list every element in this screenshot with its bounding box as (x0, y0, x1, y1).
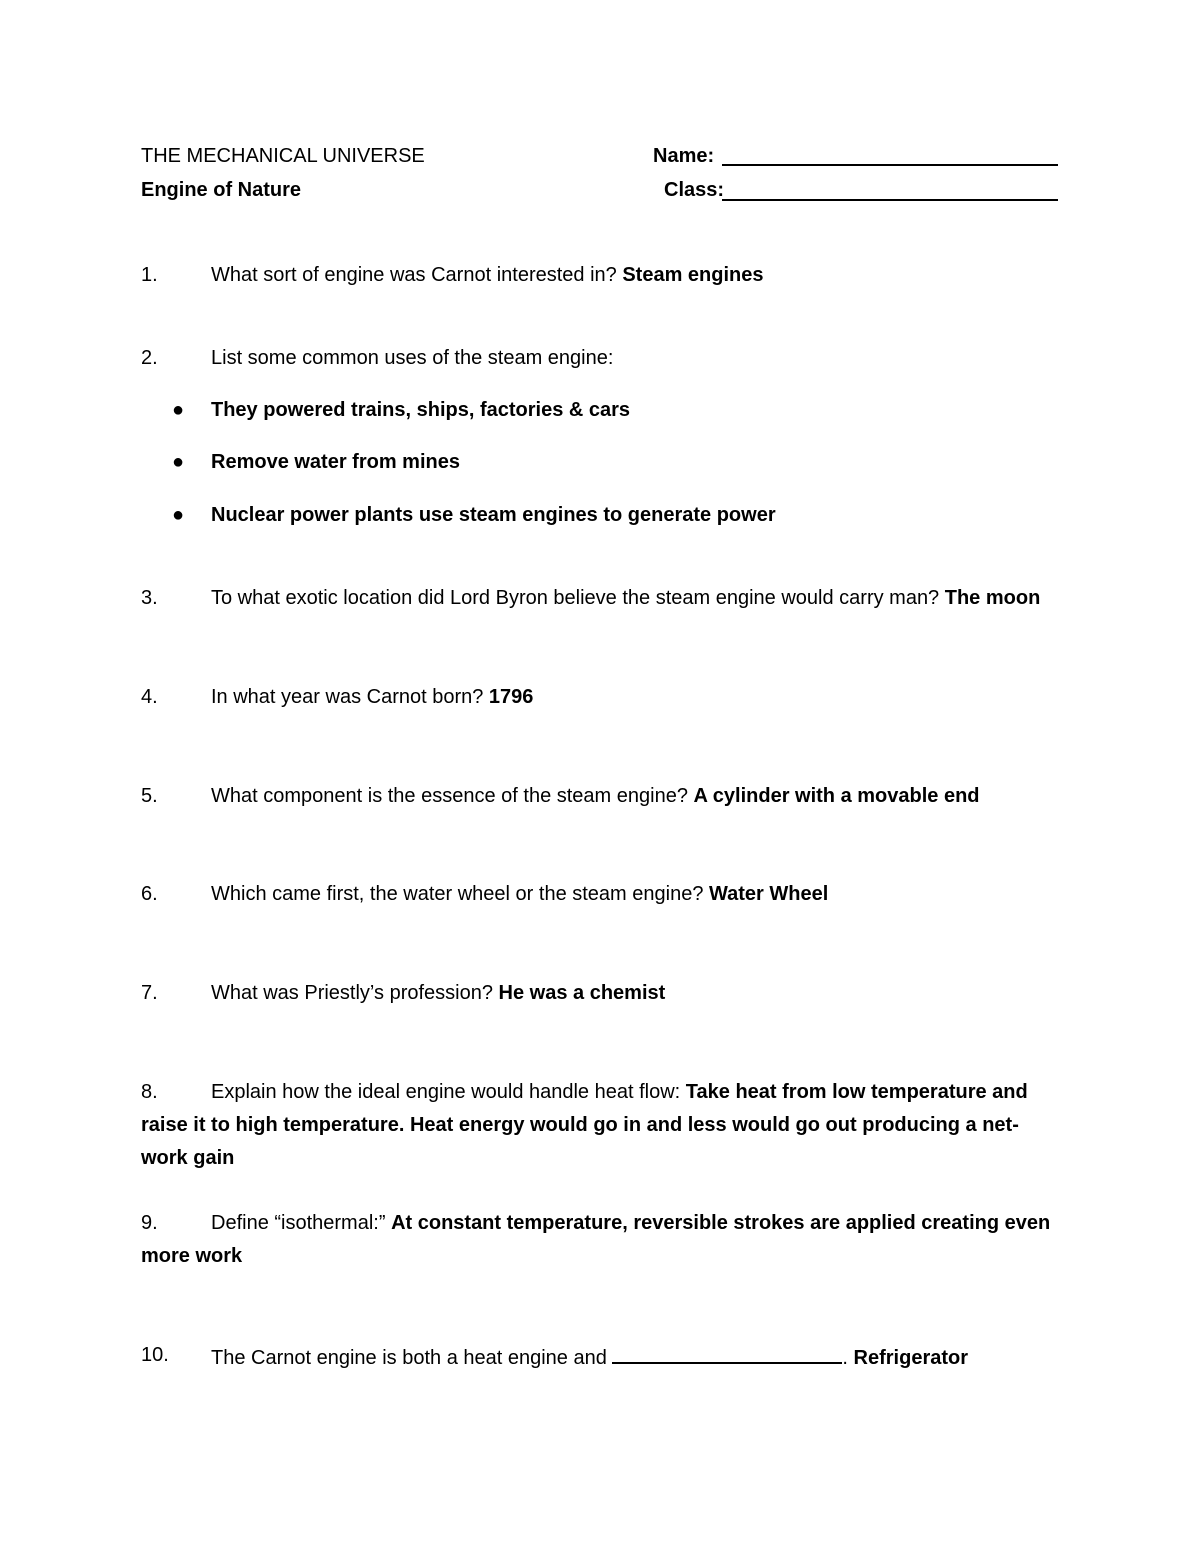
question-text: Which came first, the water wheel or the steam engine? (211, 883, 710, 905)
question-10 (211, 1344, 968, 1370)
question-text: Define “isothermal:” (211, 1212, 392, 1234)
question-text: What component is the essence of the steam engine? (211, 785, 694, 807)
question-text: What sort of engine was Carnot interested in? (211, 264, 623, 286)
question-text: List some common uses of the steam engine: (211, 347, 614, 369)
worksheet-subtitle: Engine of Nature (141, 179, 302, 201)
question-number: 8. (141, 1081, 158, 1103)
question-number: 6. (141, 883, 158, 905)
answer-text: The moon (944, 587, 1041, 609)
answer-text: Refrigerator (853, 1347, 969, 1369)
class-label: Class: (664, 179, 725, 201)
question-number: 4. (141, 686, 158, 708)
question-number: 3. (141, 587, 158, 609)
class-field[interactable] (722, 199, 1058, 201)
question-number: 7. (141, 982, 158, 1004)
question-text: In what year was Carnot born? (211, 686, 489, 708)
answer-text: Take heat from low temperature and raise it to high temperature. Heat energy would go in and less would go out producing a net-work gain (141, 1081, 1028, 1169)
question-number: 5. (141, 785, 158, 807)
question-1 (211, 264, 764, 287)
bullet-icon: ● (172, 451, 185, 473)
list-item: Remove water from mines (211, 451, 460, 473)
question-text: Explain how the ideal engine would handle heat flow: (211, 1081, 686, 1103)
list-item: They powered trains, ships, factories & cars (211, 399, 631, 421)
question-text: The Carnot engine is both a heat engine and (211, 1347, 613, 1369)
question-number: 9. (141, 1212, 158, 1234)
answer-text: Water Wheel (709, 883, 829, 905)
answer-text: Steam engines (622, 264, 764, 286)
question-9 (141, 1207, 1051, 1273)
fill-in-blank[interactable] (612, 1344, 842, 1364)
question-text: To what exotic location did Lord Byron believe the steam engine would carry man? (211, 587, 945, 609)
list-item: Nuclear power plants use steam engines to generate power (211, 504, 776, 526)
worksheet-title: THE MECHANICAL UNIVERSE (141, 145, 425, 167)
question-5 (211, 785, 980, 808)
blank-tail: . (842, 1347, 854, 1369)
question-6 (211, 883, 828, 906)
question-4 (211, 686, 533, 709)
answer-text: 1796 (488, 686, 534, 708)
bullet-icon: ● (172, 504, 185, 526)
answer-text: He was a chemist (498, 982, 666, 1004)
question-number: 2. (141, 347, 158, 369)
question-3 (141, 582, 1051, 615)
question-number: 10. (141, 1344, 169, 1366)
question-number: 1. (141, 264, 158, 286)
answer-text: A cylinder with a movable end (693, 785, 980, 807)
question-8 (141, 1076, 1051, 1175)
question-text: What was Priestly’s profession? (211, 982, 499, 1004)
name-field[interactable] (722, 164, 1058, 166)
bullet-icon: ● (172, 399, 185, 421)
name-label: Name: (653, 145, 715, 167)
question-7 (211, 982, 665, 1005)
answer-text: At constant temperature, reversible strokes are applied creating even more work (141, 1212, 1051, 1267)
